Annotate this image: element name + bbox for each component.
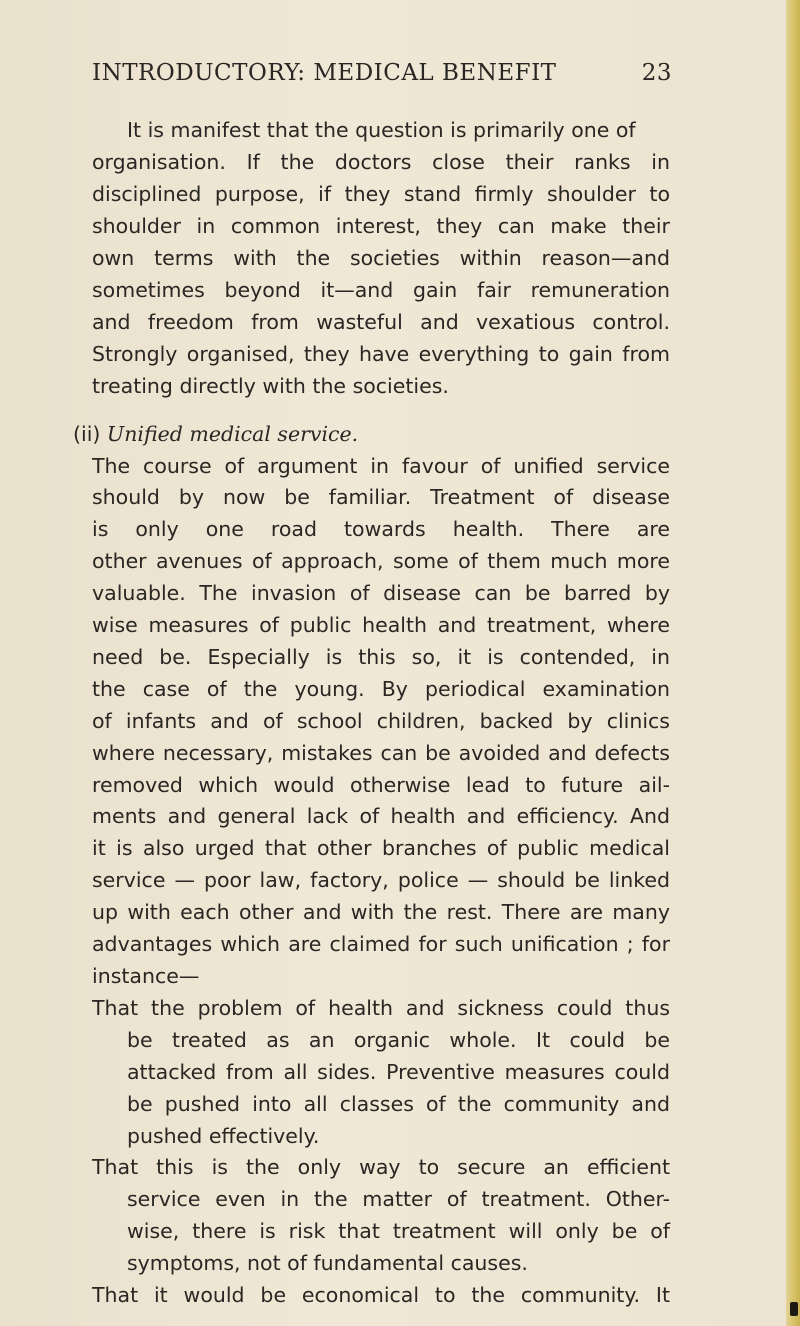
list-item-line: service even in the matter of treatment. Other- [127, 1187, 670, 1212]
text-line: up with each other and with the rest. There are many [92, 900, 670, 925]
text-line: instance— [92, 964, 200, 989]
text-line: shoulder in common interest, they can make their [92, 214, 670, 239]
list-item-line: symptoms, not of fundamental causes. [127, 1251, 528, 1276]
text-line: need be. Especially is this so, it is contended, in [92, 644, 670, 669]
text-line: advantages which are claimed for such unification ; for [92, 932, 670, 957]
section-heading [73, 417, 358, 451]
text-line: wise measures of public health and treatment, where [92, 613, 670, 638]
list-item-line: wise, there is risk that treatment will only be of [127, 1219, 670, 1244]
list-item-line: That the problem of health and sickness could thus [92, 995, 670, 1020]
text-line: ments and general lack of health and efficiency. And [92, 804, 670, 829]
text-line: organisation. If the doctors close their ranks in [92, 150, 670, 175]
text-line: of infants and of school children, backed by clinics [92, 708, 670, 733]
text-line: is only one road towards health. There are [92, 517, 670, 542]
text-line: other avenues of approach, some of them much more [92, 549, 670, 574]
text-line: and freedom from wasteful and vexatious control. [92, 309, 670, 334]
page-edge [786, 0, 800, 1326]
text-line: disciplined purpose, if they stand firmly shoulder to [92, 182, 670, 207]
section-title: Unified medical service. [106, 421, 359, 446]
text-line: Strongly organised, they have everything to gain from [92, 341, 670, 366]
list-item-line: pushed effectively. [127, 1123, 320, 1148]
list-item-line: be treated as an organic whole. It could be [127, 1027, 670, 1052]
text-line: should by now be familiar. Treatment of disease [92, 485, 670, 510]
text-line: service — poor law, factory, police — should be linked [92, 868, 670, 893]
text-line: where necessary, mistakes can be avoided and defects [92, 740, 670, 765]
section-marker: (ii) [73, 421, 101, 446]
text-line: it is also urged that other branches of public medical [92, 836, 670, 861]
page-edge-mark [790, 1302, 798, 1316]
text-line: It is manifest that the question is primarily one of [127, 118, 636, 143]
text-line: valuable. The invasion of disease can be barred by [92, 581, 670, 606]
header-title: INTRODUCTORY: MEDICAL BENEFIT [92, 60, 557, 86]
text-line: sometimes beyond it—and gain fair remuneration [92, 278, 670, 303]
text-line: own terms with the societies within reason—and [92, 246, 670, 271]
text-line: treating directly with the societies. [92, 373, 449, 398]
text-line: the case of the young. By periodical examination [92, 676, 670, 701]
text-line: removed which would otherwise lead to future ail- [92, 772, 670, 797]
page-number: 23 [641, 60, 672, 86]
list-item-line: That it would be economical to the community. It [92, 1283, 670, 1308]
list-item-line: attacked from all sides. Preventive measures could [127, 1059, 670, 1084]
list-item-line: That this is the only way to secure an efficient [92, 1155, 670, 1180]
list-item-line: be pushed into all classes of the community and [127, 1091, 670, 1116]
text-line: The course of argument in favour of unified service [92, 453, 670, 478]
